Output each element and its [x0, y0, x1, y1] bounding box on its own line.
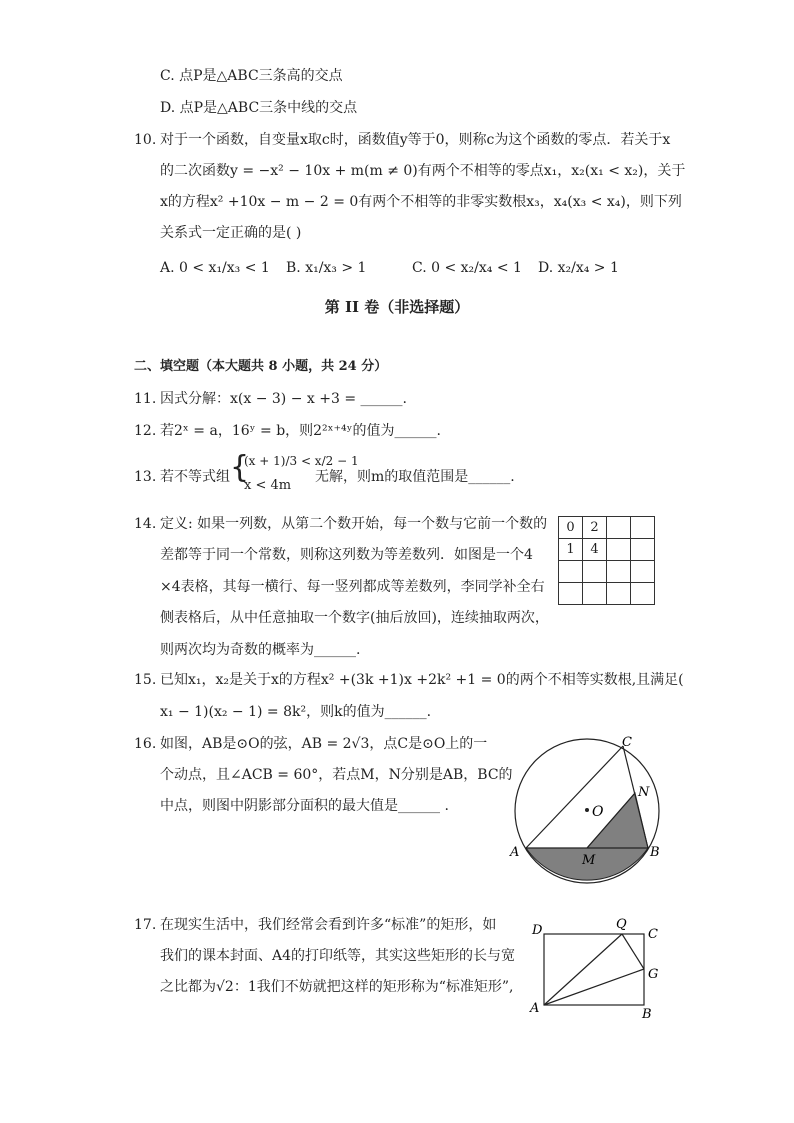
q13-inequality-1: (x + 1)/3 < x/2 − 1 [244, 454, 359, 468]
label-b: B [642, 1007, 652, 1022]
q16-line-3: 中点，则图中阴影部分面积的最大值是______ . [160, 798, 449, 814]
q13-inequality-2: x < 4m [244, 478, 292, 493]
grid-cell [631, 583, 655, 605]
q15-line-2: x₁ − 1)(x₂ − 1) = 8k²，则k的值为______. [160, 704, 432, 720]
label-n: N [638, 785, 650, 800]
q13-brace: { [230, 450, 250, 485]
q14-table [558, 516, 655, 605]
q11-text: 因式分解：x(x − 3) − x +3 = ______. [160, 391, 407, 407]
q14-line-1: 定义: 如果一列数，从第二个数开始，每一个数与它前一个数的 [160, 516, 548, 532]
q10-option-b: B. x₁/x₃ > 1 [286, 260, 367, 276]
q12-number: 12. [134, 423, 157, 439]
label-g: G [648, 967, 659, 982]
label-c: C [648, 927, 658, 942]
label-m: M [582, 853, 596, 868]
grid-cell: 0 [559, 517, 583, 539]
q14-line-4: 侧表格后，从中任意抽取一个数字(抽后放回)，连续抽取两次， [160, 610, 549, 626]
q10-line-1: 对于一个函数，自变量x取c时，函数值y等于0，则称c为这个函数的零点．若关于x [160, 132, 671, 148]
q14-number: 14. [134, 516, 157, 532]
grid-cell [607, 517, 631, 539]
segment-aq [544, 934, 622, 1005]
q9-option-c: C. 点P是△ABC三条高的交点 [160, 68, 343, 84]
q12-text: 若2ˣ = a，16ʸ = b，则2²ˣ⁺⁴ʸ的值为______. [160, 423, 441, 439]
q10-option-a: A. 0 < x₁/x₃ < 1 [160, 260, 270, 276]
grid-cell [559, 583, 583, 605]
q15-line-1: 已知x₁，x₂是关于x的方程x² +(3k +1)x +2k² +1 = 0的两个不相等实数根,且满足( [160, 672, 684, 688]
label-a: A [530, 1001, 540, 1016]
grid-cell [559, 561, 583, 583]
label-o: O [592, 804, 604, 820]
q17-number: 17. [134, 917, 157, 933]
grid-cell: 4 [583, 539, 607, 561]
q17-line-2: 我们的课本封面、A4的打印纸等，其实这些矩形的长与宽 [160, 948, 516, 964]
q16-line-2: 个动点，且∠ACB = 60°，若点M，N分别是AB，BC的 [160, 767, 513, 783]
q9-option-d: D. 点P是△ABC三条中线的交点 [160, 100, 358, 116]
q10-line-3: x的方程x² +10x − m − 2 = 0有两个不相等的非零实数根x₃，x₄(x₃ < x₄)，则下列 [160, 194, 682, 210]
grid-cell [631, 517, 655, 539]
q10-number: 10. [134, 132, 157, 148]
grid-cell: 1 [559, 539, 583, 561]
shaded-triangle [587, 793, 648, 848]
q16-circle-figure [500, 728, 680, 893]
label-b: B [650, 845, 660, 860]
q10-line-2: 的二次函数y = −x² − 10x + m(m ≠ 0)有两个不相等的零点x₁，x₂(x₁ < x₂)，关于 [160, 163, 686, 179]
grid-cell [631, 539, 655, 561]
label-a: A [510, 845, 520, 860]
grid-cell [583, 583, 607, 605]
part-2-title: 第 II 卷（非选择题） [324, 298, 470, 316]
q13-suffix: 无解，则m的取值范围是______. [315, 469, 515, 485]
label-d: D [532, 923, 543, 938]
q10-option-c: C. 0 < x₂/x₄ < 1 [412, 260, 522, 276]
q17-line-1: 在现实生活中，我们经常会看到许多“标准”的矩形，如 [160, 917, 497, 933]
segment-ag [544, 969, 644, 1005]
grid-cell: 2 [583, 517, 607, 539]
q13-number: 13. [134, 469, 157, 485]
center-point [585, 808, 589, 812]
q14-line-3: ×4表格，其每一横行、每一竖列都成等差数列，李同学补全右 [160, 579, 545, 595]
grid-cell [583, 561, 607, 583]
q11-number: 11. [134, 391, 157, 407]
q15-number: 15. [134, 672, 157, 688]
grid-cell [631, 561, 655, 583]
q17-line-3: 之比都为√2：1我们不妨就把这样的矩形称为“标准矩形”, [160, 979, 514, 995]
grid-cell [607, 539, 631, 561]
grid-cell [607, 583, 631, 605]
q13-prefix: 若不等式组 [160, 469, 230, 485]
label-c: C [622, 735, 632, 750]
q14-line-5: 则两次均为奇数的概率为______. [160, 642, 361, 658]
q14-line-2: 差都等于同一个常数，则称这列数为等差数列．如图是一个4 [160, 547, 533, 563]
q16-number: 16. [134, 736, 157, 752]
grid-cell [607, 561, 631, 583]
label-q: Q [616, 917, 627, 932]
segment-qg [622, 934, 644, 969]
q10-line-4: 关系式一定正确的是( ) [160, 225, 302, 241]
section-2-heading: 二、填空题（本大题共 8 小题，共 24 分） [134, 359, 388, 374]
q17-rectangle-figure [522, 912, 672, 1024]
q10-option-d: D. x₂/x₄ > 1 [538, 260, 619, 276]
q16-line-1: 如图，AB是⊙O的弦，AB = 2√3，点C是⊙O上的一 [160, 736, 488, 752]
